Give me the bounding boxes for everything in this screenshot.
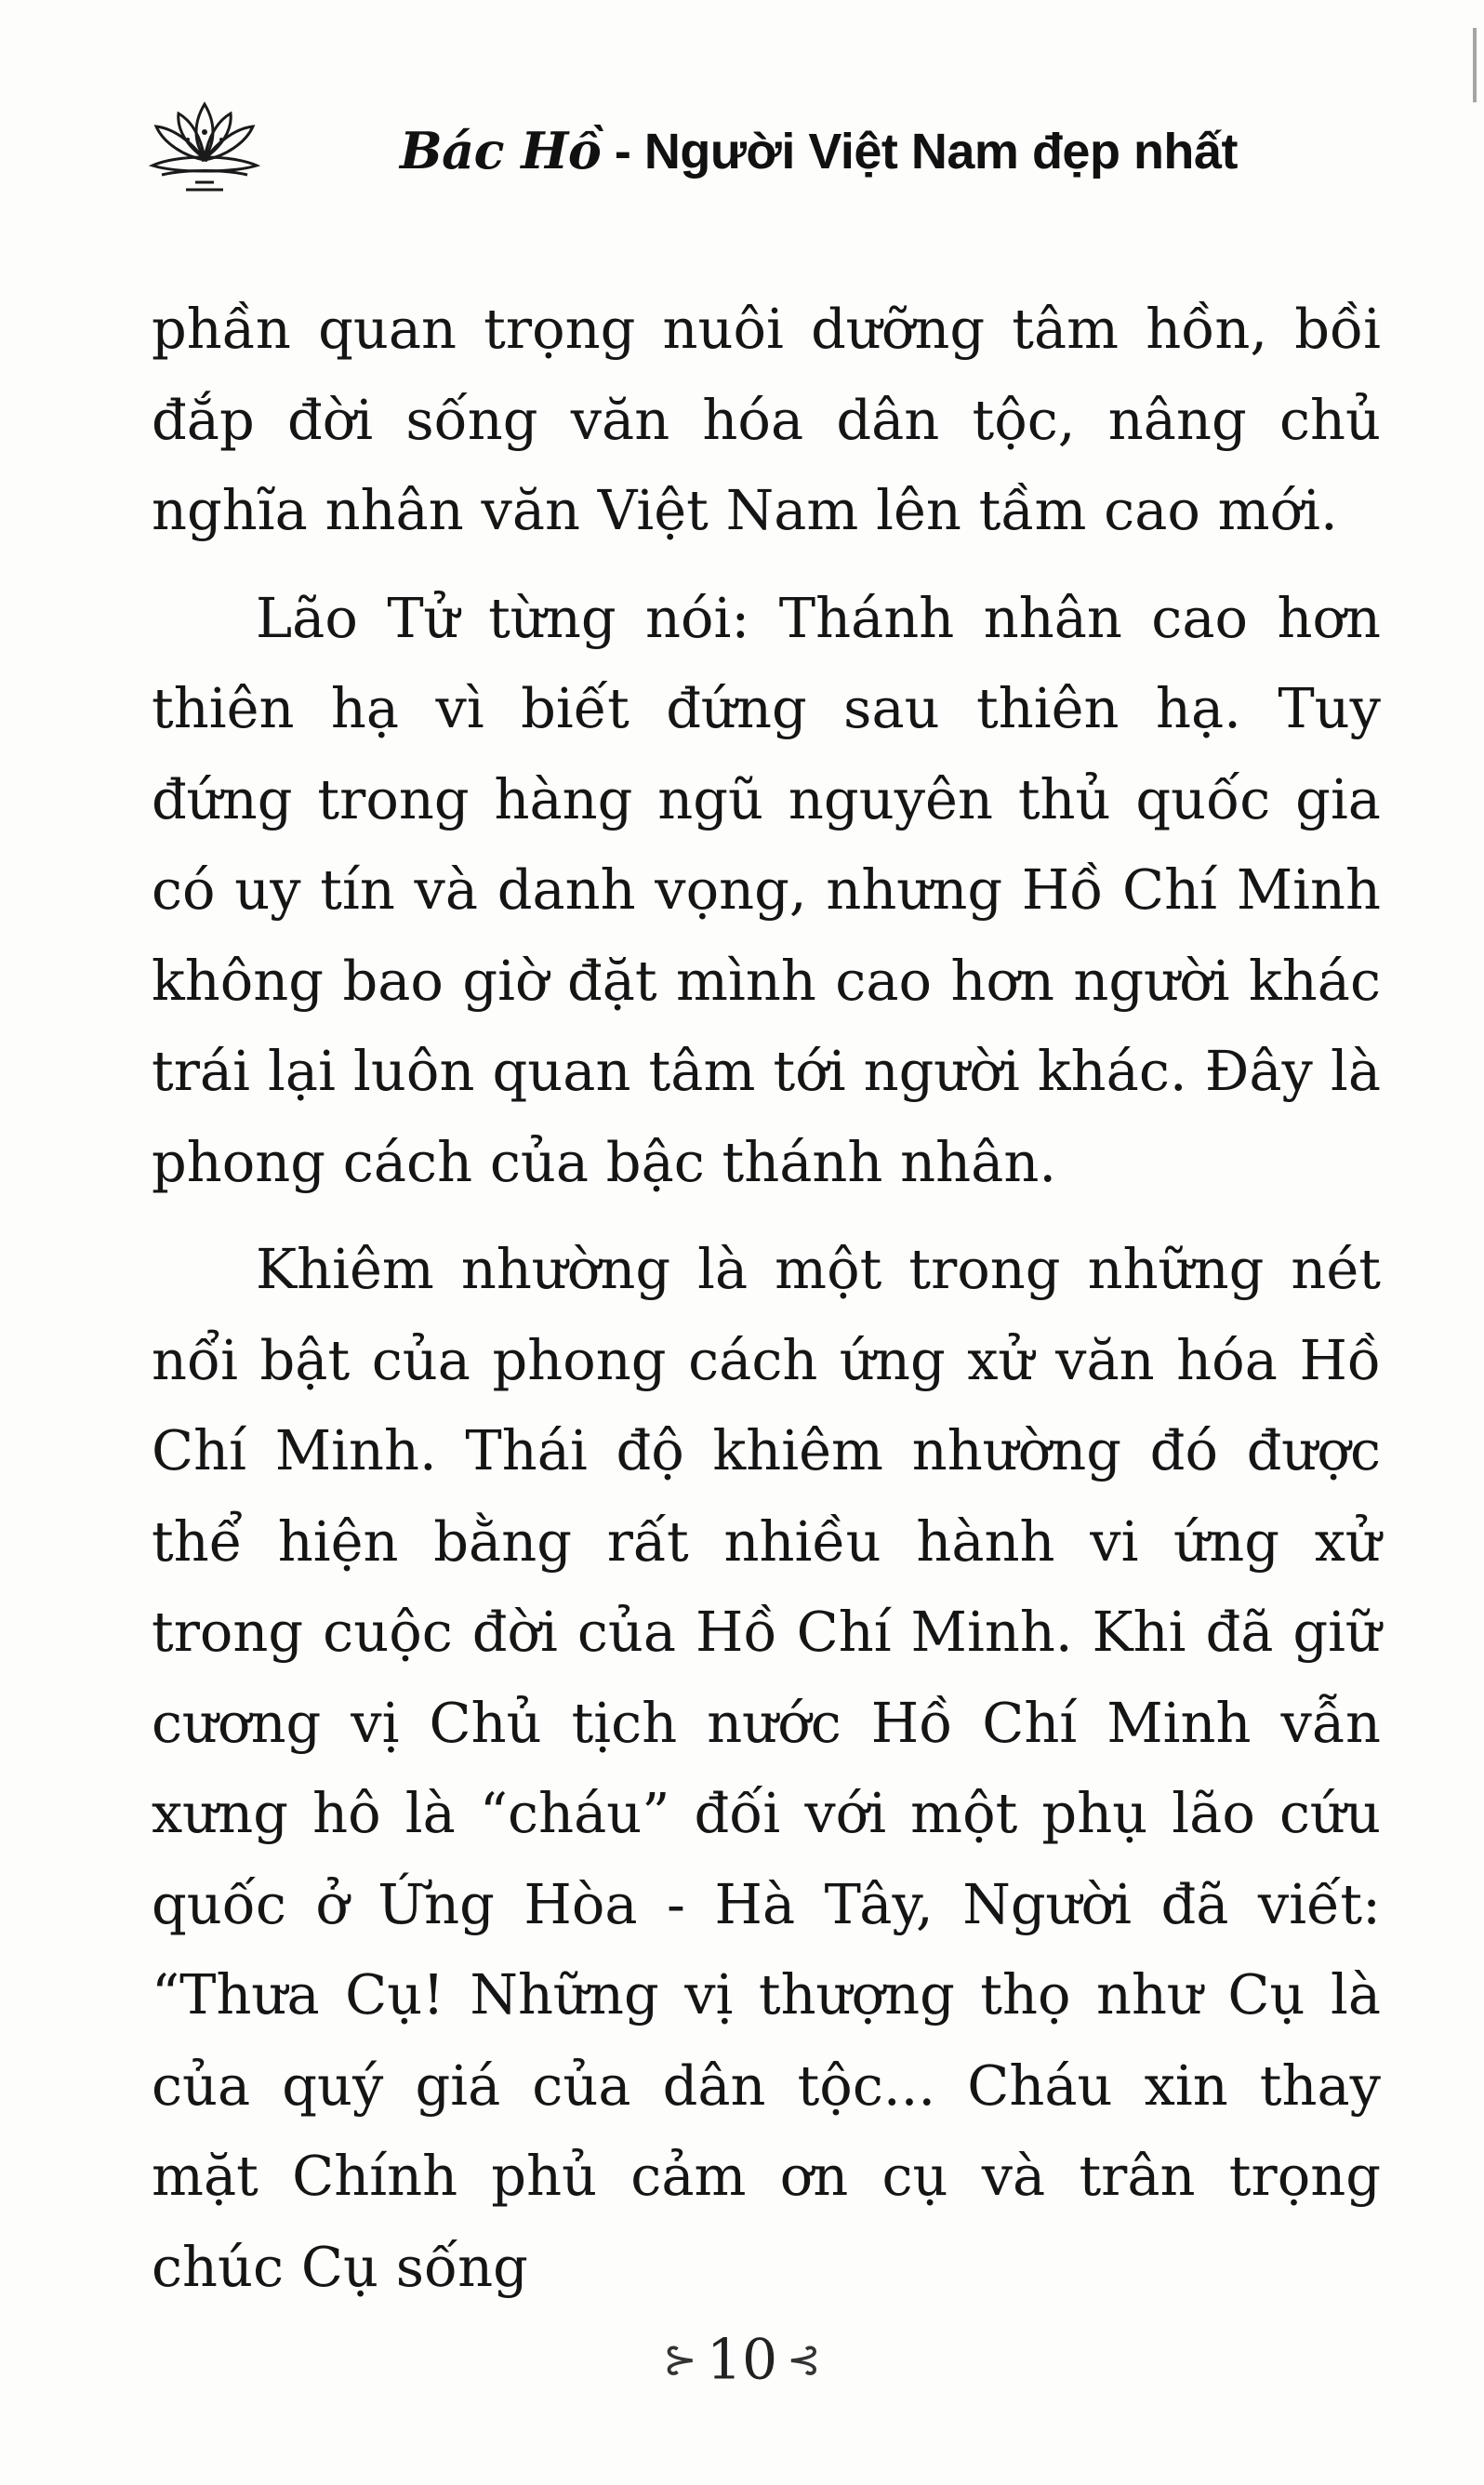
running-head-title	[400, 121, 1238, 180]
paragraph-1: phần quan trọng nuôi dưỡng tâm hồn, bồi đắp đời sống văn hóa dân tộc, nâng chủ nghĩa nhân văn Việt Nam lên tầm cao mới.	[152, 297, 1381, 542]
page-number: 10	[706, 2327, 778, 2393]
running-head-rest: - Người Việt Nam đẹp nhất	[601, 124, 1238, 179]
paragraph-3: Khiêm nhường là một trong những nét nổi bật của phong cách ứng xử văn hóa Hồ Chí Minh. Thái độ khiêm nhường đó được thể hiện bằng rất nhiều hành vi ứng xử trong cuộc đời của Hồ Chí Minh. Khi đã giữ cương vị Chủ tịch nước Hồ Chí Minh vẫn xưng hô là “cháu” đối với một phụ lão cứu quốc ở Ứng Hòa - Hà Tây, Người đã viết: “Thưa Cụ! Những vị thượng thọ như Cụ là của quý giá của dân tộc... Cháu xin thay mặt Chính phủ cảm ơn cụ và trân trọng chúc Cụ sống	[152, 1237, 1381, 2299]
paragraph-2: Lão Tử từng nói: Thánh nhân cao hơn thiên hạ vì biết đứng sau thiên hạ. Tuy đứng trong hàng ngũ nguyên thủ quốc gia có uy tín và danh vọng, nhưng Hồ Chí Minh không bao giờ đặt mình cao hơn người khác trái lại luôn quan tâm tới người khác. Đây là phong cách của bậc thánh nhân.	[152, 585, 1381, 1194]
lotus-ornament-icon	[139, 86, 270, 206]
page-edge-mark	[1473, 28, 1477, 102]
running-head-script: Bác Hồ	[400, 121, 602, 180]
page-header	[139, 86, 1348, 197]
right-swirl-icon: ⊰	[787, 2335, 822, 2384]
body-text	[152, 284, 1381, 2329]
left-swirl-icon: ⊱	[662, 2335, 697, 2384]
page-footer	[0, 2323, 1484, 2392]
